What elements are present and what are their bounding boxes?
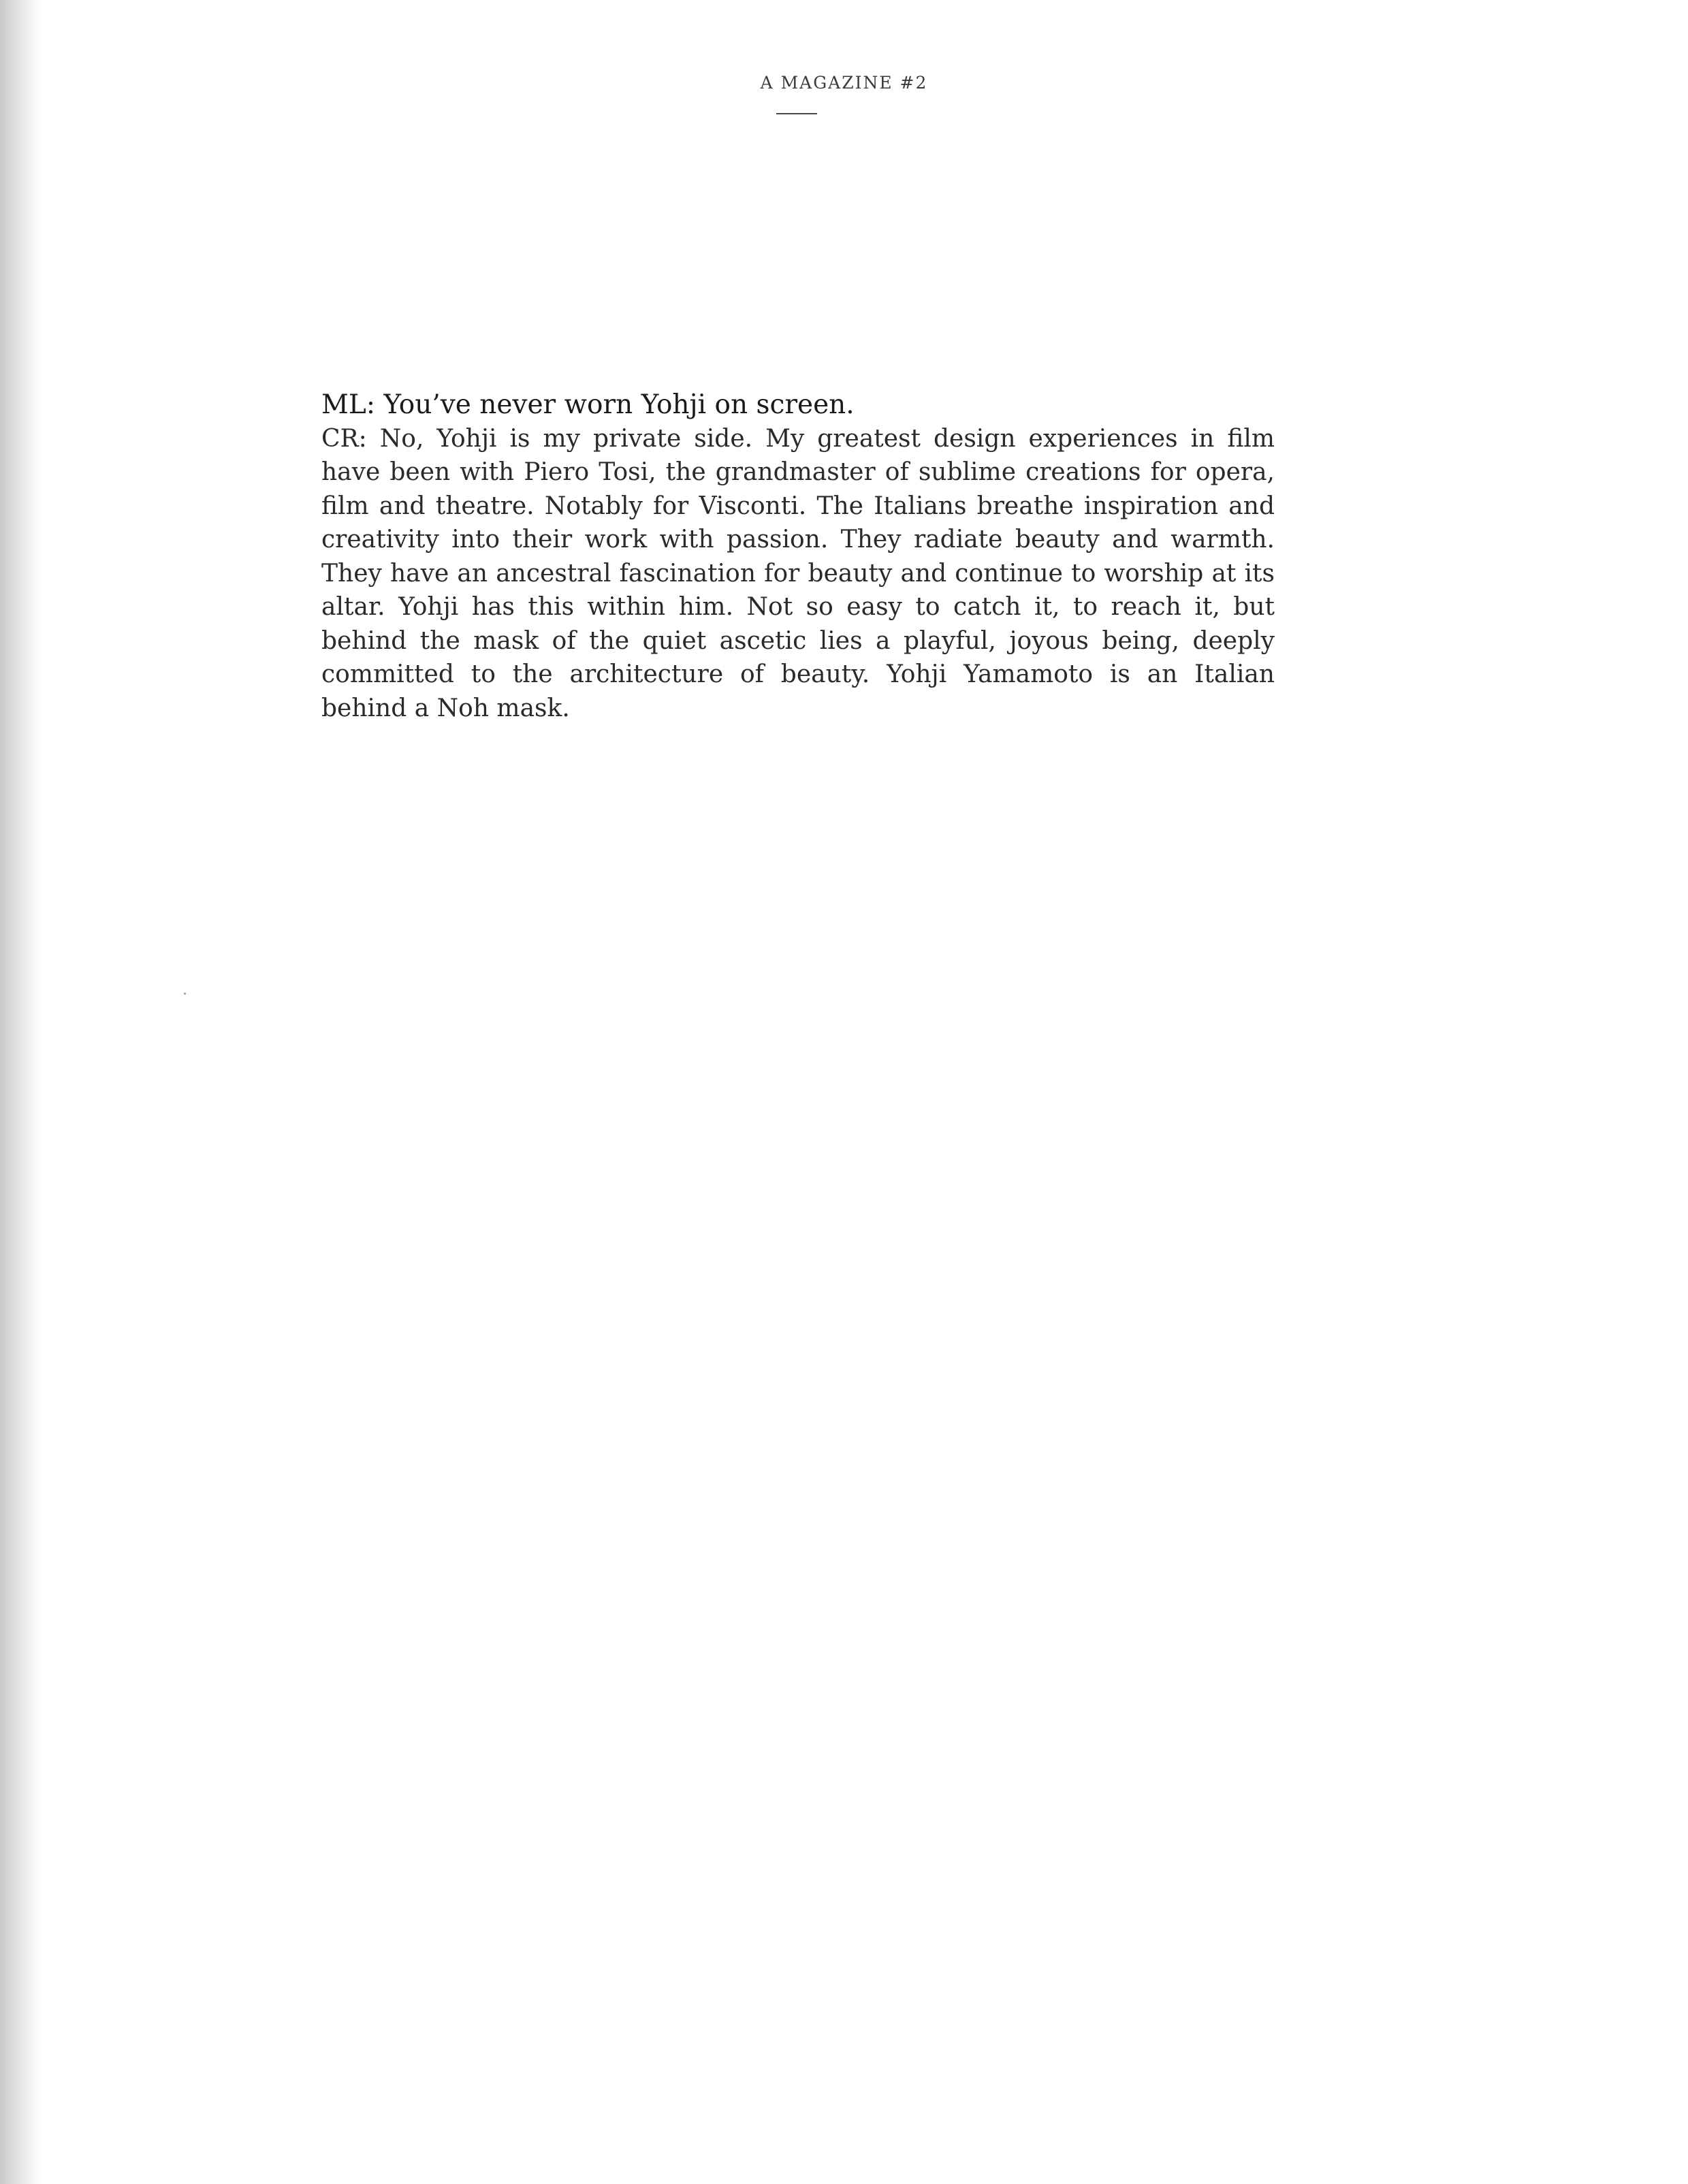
interview-answer: CR: No, Yohji is my private side. My greatest design experiences in film have been with Piero Tosi, the grandmaster of sublime creations for opera, film and theatre. Notably for Visconti. The Italians breathe inspiration and creativity into their work with passion. They radiate beauty and warmth. They have an ancestral fascination for beauty and continue to worship at its altar. Yohji has this within him. Not so easy to catch it, to reach it, but behind the mask of the quiet ascetic lies a playful, joyous being, deeply committed to the architecture of beauty. Yohji Yamamoto is an Italian behind a Noh mask. (321, 424, 1275, 722)
interview-text (321, 388, 1275, 725)
running-header: A MAGAZINE #2 (760, 73, 928, 93)
header-rule (776, 113, 817, 114)
paper-speck (184, 993, 186, 995)
interview-question: ML: You’ve never worn Yohji on screen. (321, 389, 855, 420)
page-spine-shadow (0, 0, 41, 2184)
